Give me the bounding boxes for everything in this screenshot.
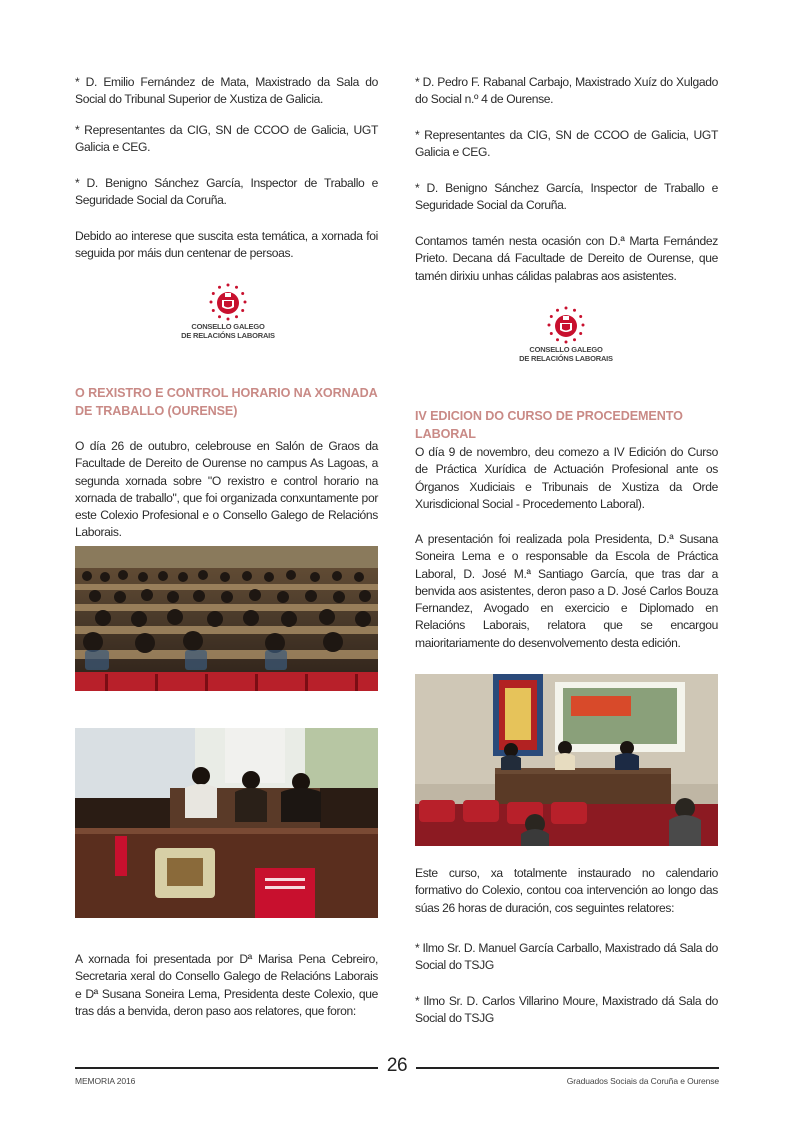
right-paragraph-7: Este curso, xa totalmente instaurado no calendario formativo do Colexio, contou coa intervención ao longo das súas 26 horas de duración, cos seguintes relatores: (415, 866, 718, 915)
left-paragraph-6: A xornada foi presentada por Dª Marisa Pena Cebreiro, Secretaria xeral do Consello Galego de Relacións Laborais e Dª Susana Soneira Lema, Presidenta deste Colexio, que tras dás a benvida, deron paso aos relatores, que foron: (75, 952, 378, 1018)
section-heading-rexistro: O REXISTRO E CONTROL HORARIO NA XORNADA DE TRABALLO (OURENSE) (75, 386, 378, 418)
right-paragraph-6: A presentación foi realizada pola Presidenta, D.ª Susana Soneira Lema e o responsable da Escola de Práctica Laboral, D. José M.ª Santiago García, que tras dar a benvida aos asistentes, deron paso a D. José Carlos Bouza Fernandez, Avogado en exercicio e Diplomado en Relacións Laborais, relatora que se encargou maioritariamente do desenvolvemento desta edición. (415, 532, 718, 650)
right-paragraph-2: * Representantes da CIG, SN de CCOO de Galicia, UGT Galicia e CEG. (415, 128, 718, 160)
logo-line-1: CONSELLO GALEGO (191, 322, 265, 331)
page-number: 26 (386, 1055, 408, 1076)
logo-line-1: CONSELLO GALEGO (529, 345, 603, 354)
course-presentation-photo (415, 674, 718, 846)
right-paragraph-5: O día 9 de novembro, deu comezo a IV Edición do Curso de Práctica Xurídica de Actuación Profesional ante os Órganos Xudiciais e Tribunais de Xustiza da Orde Xurisdicional Social - Procedemento Laboral). (415, 445, 718, 511)
right-paragraph-4: Contamos tamén nesta ocasión con D.ª Marta Fernández Prieto. Decana dá Facultade de Dereito de Ourense, que tamén dirixiu unhas cálidas palabras aos asistentes. (415, 234, 718, 283)
section-heading-curso: IV EDICION DO CURSO DE PROCEDEMENTO LABORAL (415, 409, 683, 441)
audience-photo (75, 546, 378, 691)
consello-seal-icon (546, 305, 586, 345)
consello-galego-logo-right (511, 305, 621, 371)
footer-right-text: Graduados Sociais da Coruña e Ourense (566, 1076, 719, 1086)
consello-seal-icon (208, 282, 248, 322)
logo-line-2: DE RELACIÓNS LABORAIS (181, 331, 275, 340)
left-paragraph-3: * D. Benigno Sánchez García, Inspector de Traballo e Seguridade Social da Coruña. (75, 176, 378, 208)
left-paragraph-2: * Representantes da CIG, SN de CCOO de Galicia, UGT Galicia e CEG. (75, 123, 378, 155)
footer-rule-right (416, 1067, 719, 1069)
left-paragraph-5: O día 26 de outubro, celebrouse en Salón de Graos da Facultade de Dereito de Ourense no campus As Lagoas, a segunda xornada sobre "O rexistro e control horario na xornada de traballo", que foi organizada conxuntamente por este Colexio Profesional e o Consello Galego de Relacións Laborais. (75, 439, 378, 540)
speakers-panel-photo (75, 728, 378, 918)
footer-left-text: MEMORIA 2016 (75, 1076, 136, 1086)
right-paragraph-3: * D. Benigno Sánchez García, Inspector de Traballo e Seguridade Social da Coruña. (415, 181, 718, 213)
logo-line-2: DE RELACIÓNS LABORAIS (519, 354, 613, 363)
right-paragraph-8: * Ilmo Sr. D. Manuel García Carballo, Maxistrado dá Sala do Social do TSJG (415, 941, 718, 973)
left-paragraph-1: * D. Emilio Fernández de Mata, Maxistrado da Sala do Social do Tribunal Superior de Xustiza de Galicia. (75, 75, 378, 107)
right-paragraph-9: * Ilmo Sr. D. Carlos Villarino Moure, Maxistrado dá Sala do Social do TSJG (415, 994, 718, 1026)
footer-rule-left (75, 1067, 378, 1069)
consello-galego-logo (173, 282, 283, 348)
left-paragraph-4: Debido ao interese que suscita esta temática, a xornada foi seguida por máis dun centenar de persoas. (75, 229, 378, 261)
right-paragraph-1: * D. Pedro F. Rabanal Carbajo, Maxistrado Xuíz do Xulgado do Social n.º 4 de Ourense. (415, 75, 718, 107)
